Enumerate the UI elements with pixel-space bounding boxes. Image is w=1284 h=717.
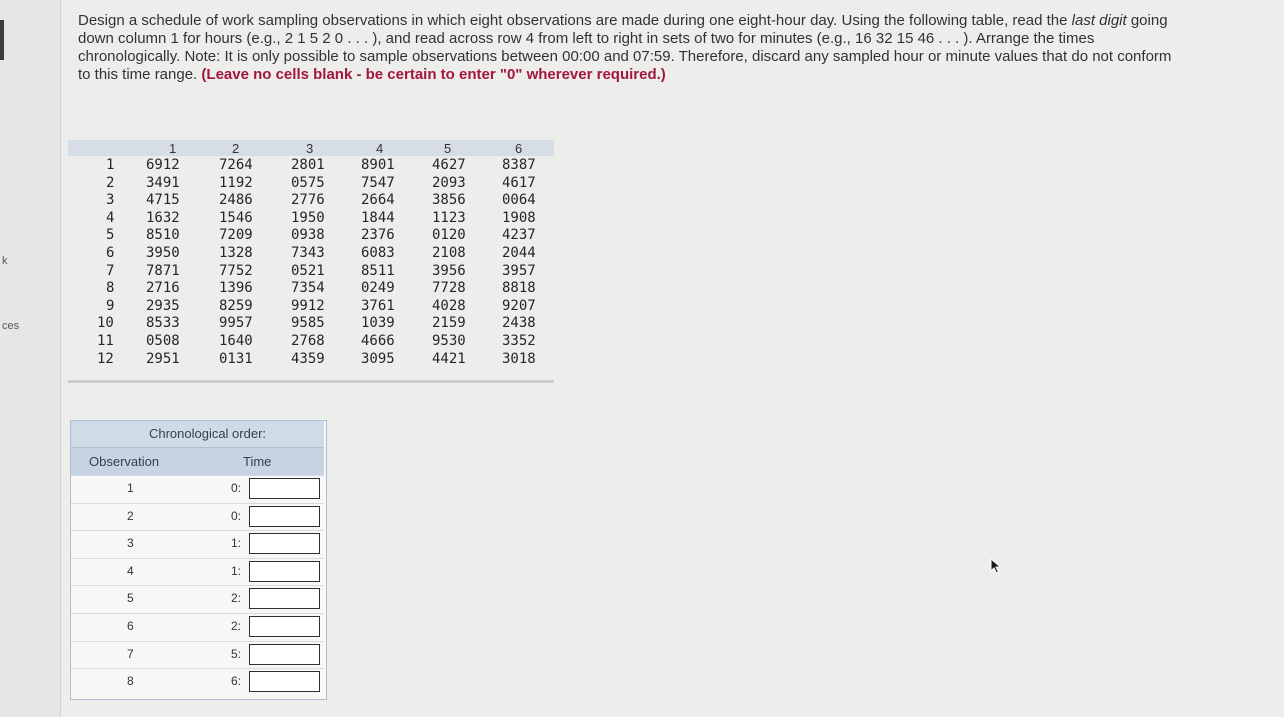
- table-cell: 9957: [219, 315, 253, 332]
- hour-label: 1:: [231, 536, 242, 551]
- table-cell: 3950: [146, 245, 180, 261]
- table-cell: 3352: [502, 333, 536, 349]
- row-number: 11: [97, 333, 114, 349]
- hour-label: 1:: [231, 563, 242, 578]
- chrono-header-row: [71, 447, 324, 476]
- chrono-title: Chronological order:: [71, 421, 324, 447]
- table-cell: 2776: [291, 192, 325, 209]
- row-number: 1: [106, 157, 115, 173]
- observation-number: 1: [127, 481, 134, 495]
- row-number: 2: [106, 174, 115, 191]
- table-cell: 2159: [432, 315, 466, 332]
- question-note: (Leave no cells blank - be certain to enter "0" wherever required.): [201, 66, 666, 83]
- column-header: 3: [306, 141, 314, 156]
- row-number: 4: [106, 209, 115, 226]
- table-cell: 3491: [146, 174, 180, 191]
- table-cell: 8533: [146, 315, 180, 332]
- table-cell: 9585: [291, 315, 325, 332]
- hour-label: 0:: [231, 481, 242, 495]
- column-header: 5: [444, 141, 452, 156]
- table-cell: 4715: [146, 192, 180, 209]
- active-indicator: [0, 20, 4, 60]
- column-header: 4: [376, 141, 384, 156]
- question-part-1: Design a schedule of work sampling observations in which eight observations are made during one eight-hour day. Using the following table, read the: [78, 12, 1072, 29]
- table-cell: 7343: [291, 245, 325, 261]
- table-cell: 0575: [291, 174, 325, 191]
- table-cell: 6083: [361, 245, 395, 261]
- hour-label: 2:: [231, 619, 242, 633]
- table-cell: 2716: [146, 280, 180, 297]
- table-cell: 0938: [291, 227, 325, 244]
- row-number: 10: [97, 315, 114, 332]
- mouse-cursor-icon: [990, 558, 1004, 574]
- table-cell: 2486: [219, 192, 253, 209]
- time-header: Time: [243, 454, 272, 469]
- table-cell: 1908: [502, 209, 536, 226]
- table-cell: 2935: [146, 297, 180, 314]
- table-cell: 8511: [361, 262, 395, 279]
- table-cell: 2801: [291, 157, 325, 173]
- table-cell: 3018: [502, 350, 536, 367]
- table-cell: 4421: [432, 350, 466, 367]
- table-cell: 4028: [432, 297, 466, 314]
- table-row: [68, 315, 554, 333]
- observation-row: [71, 475, 324, 503]
- sidebar-item-k[interactable]: k: [2, 255, 8, 267]
- table-cell: 2044: [502, 245, 536, 261]
- sidebar-item-ces[interactable]: ces: [2, 320, 20, 332]
- minute-input[interactable]: [249, 671, 320, 692]
- table-cell: 1632: [146, 209, 180, 226]
- table-cell: 1950: [291, 209, 325, 226]
- minute-input[interactable]: [249, 561, 320, 582]
- table-cell: 0064: [502, 192, 536, 209]
- table-cell: 1328: [219, 245, 253, 261]
- table-cell: 9530: [432, 333, 466, 349]
- table-cell: 4666: [361, 333, 395, 349]
- table-cell: 0120: [432, 227, 466, 244]
- row-number: 9: [106, 297, 115, 314]
- observation-row: [71, 613, 324, 641]
- hour-label: 2:: [231, 591, 242, 606]
- table-cell: 1640: [219, 333, 253, 349]
- minute-input[interactable]: [249, 533, 320, 554]
- left-sidebar: [0, 0, 61, 717]
- row-number: 12: [97, 350, 114, 367]
- table-row: [68, 210, 554, 228]
- table-cell: 1192: [219, 174, 253, 191]
- hour-label: 0:: [231, 508, 242, 523]
- observation-row: [71, 585, 324, 613]
- observation-row: [71, 641, 324, 669]
- table-cell: 8818: [502, 280, 536, 297]
- table-cell: 3957: [502, 262, 536, 279]
- table-row: [68, 227, 554, 245]
- table-cell: 7354: [291, 280, 325, 297]
- table-cell: 7752: [219, 262, 253, 279]
- table-cell: 8901: [361, 157, 395, 173]
- observation-header: Observation: [89, 454, 160, 469]
- table-cell: 0508: [146, 333, 180, 349]
- table-cell: 0131: [219, 350, 253, 367]
- table-cell: 3761: [361, 297, 395, 314]
- table-cell: 3956: [432, 262, 466, 279]
- table-cell: 4237: [502, 227, 536, 244]
- row-number: 7: [106, 262, 115, 279]
- minute-input[interactable]: [249, 506, 320, 527]
- table-cell: 4627: [432, 157, 466, 173]
- table-cell: 1396: [219, 280, 253, 297]
- table-cell: 1844: [361, 209, 395, 226]
- table-cell: 7547: [361, 174, 395, 191]
- observation-number: 4: [127, 563, 134, 578]
- table-cell: 8259: [219, 297, 253, 314]
- minute-input[interactable]: [249, 588, 320, 609]
- table-cell: 7728: [432, 280, 466, 297]
- observation-number: 7: [127, 646, 134, 661]
- question-part-2: going down column 1 for hours (e.g., 2 1 5 2 0 . . . ), and read across row 4 from left to right in sets of two for minutes (e.g., 16 32 15 46 . . . ). Arrange the times chronologically. Note: It is only possible to sample observations between 00:00 and 07:59. Therefore, discard any sampled hour or minute values that do not conform to this time range.: [78, 12, 1172, 83]
- table-cell: 3856: [432, 192, 466, 209]
- table-cell: 6912: [146, 157, 180, 173]
- question-text: [78, 12, 1188, 84]
- table-cell: 3095: [361, 350, 395, 367]
- table-row: [68, 175, 554, 193]
- table-cell: 0521: [291, 262, 325, 279]
- row-number: 3: [106, 192, 115, 209]
- chronological-order-table: [70, 420, 327, 700]
- table-cell: 8387: [502, 157, 536, 173]
- table-cell: 9912: [291, 297, 325, 314]
- minute-input[interactable]: [249, 616, 320, 637]
- table-cell: 4617: [502, 174, 536, 191]
- table-row: [68, 351, 554, 369]
- table-cell: 2951: [146, 350, 180, 367]
- row-number: 5: [106, 227, 115, 244]
- table-cell: 2438: [502, 315, 536, 332]
- row-number: 8: [106, 280, 115, 297]
- hour-label: 5:: [231, 646, 242, 661]
- table-row: [68, 333, 554, 351]
- table-cell: 4359: [291, 350, 325, 367]
- table-cell: 7264: [219, 157, 253, 173]
- table-cell: 2093: [432, 174, 466, 191]
- table-row: [68, 280, 554, 298]
- table-row: [68, 157, 554, 175]
- observation-row: [71, 530, 324, 558]
- table-cell: 8510: [146, 227, 180, 244]
- table-cell: 2768: [291, 333, 325, 349]
- table-row: [68, 245, 554, 263]
- table-cell: 2108: [432, 245, 466, 261]
- table-cell: 0249: [361, 280, 395, 297]
- observation-row: [71, 668, 324, 696]
- hour-label: 6:: [231, 674, 242, 689]
- row-number: 6: [106, 245, 115, 261]
- column-header: 2: [232, 141, 240, 156]
- table-row: [68, 192, 554, 210]
- observation-number: 6: [127, 619, 134, 633]
- table-cell: 9207: [502, 297, 536, 314]
- observation-row: [71, 503, 324, 531]
- table-cell: 1546: [219, 209, 253, 226]
- observation-number: 2: [127, 508, 134, 523]
- table-cell: 1123: [432, 209, 466, 226]
- observation-number: 8: [127, 674, 134, 689]
- table-row: [68, 298, 554, 316]
- observation-row: [71, 558, 324, 586]
- table-bottom-rule: [68, 380, 554, 383]
- column-header: 1: [169, 141, 177, 156]
- minute-input[interactable]: [249, 644, 320, 665]
- minute-input[interactable]: [249, 478, 320, 499]
- table-cell: 2376: [361, 227, 395, 244]
- table-row: [68, 263, 554, 281]
- observation-number: 3: [127, 536, 134, 551]
- observation-number: 5: [127, 591, 134, 606]
- table-cell: 7871: [146, 262, 180, 279]
- table-cell: 2664: [361, 192, 395, 209]
- table-cell: 1039: [361, 315, 395, 332]
- question-emphasis: last digit: [1071, 12, 1127, 29]
- table-cell: 7209: [219, 227, 253, 244]
- column-header: 6: [515, 141, 523, 156]
